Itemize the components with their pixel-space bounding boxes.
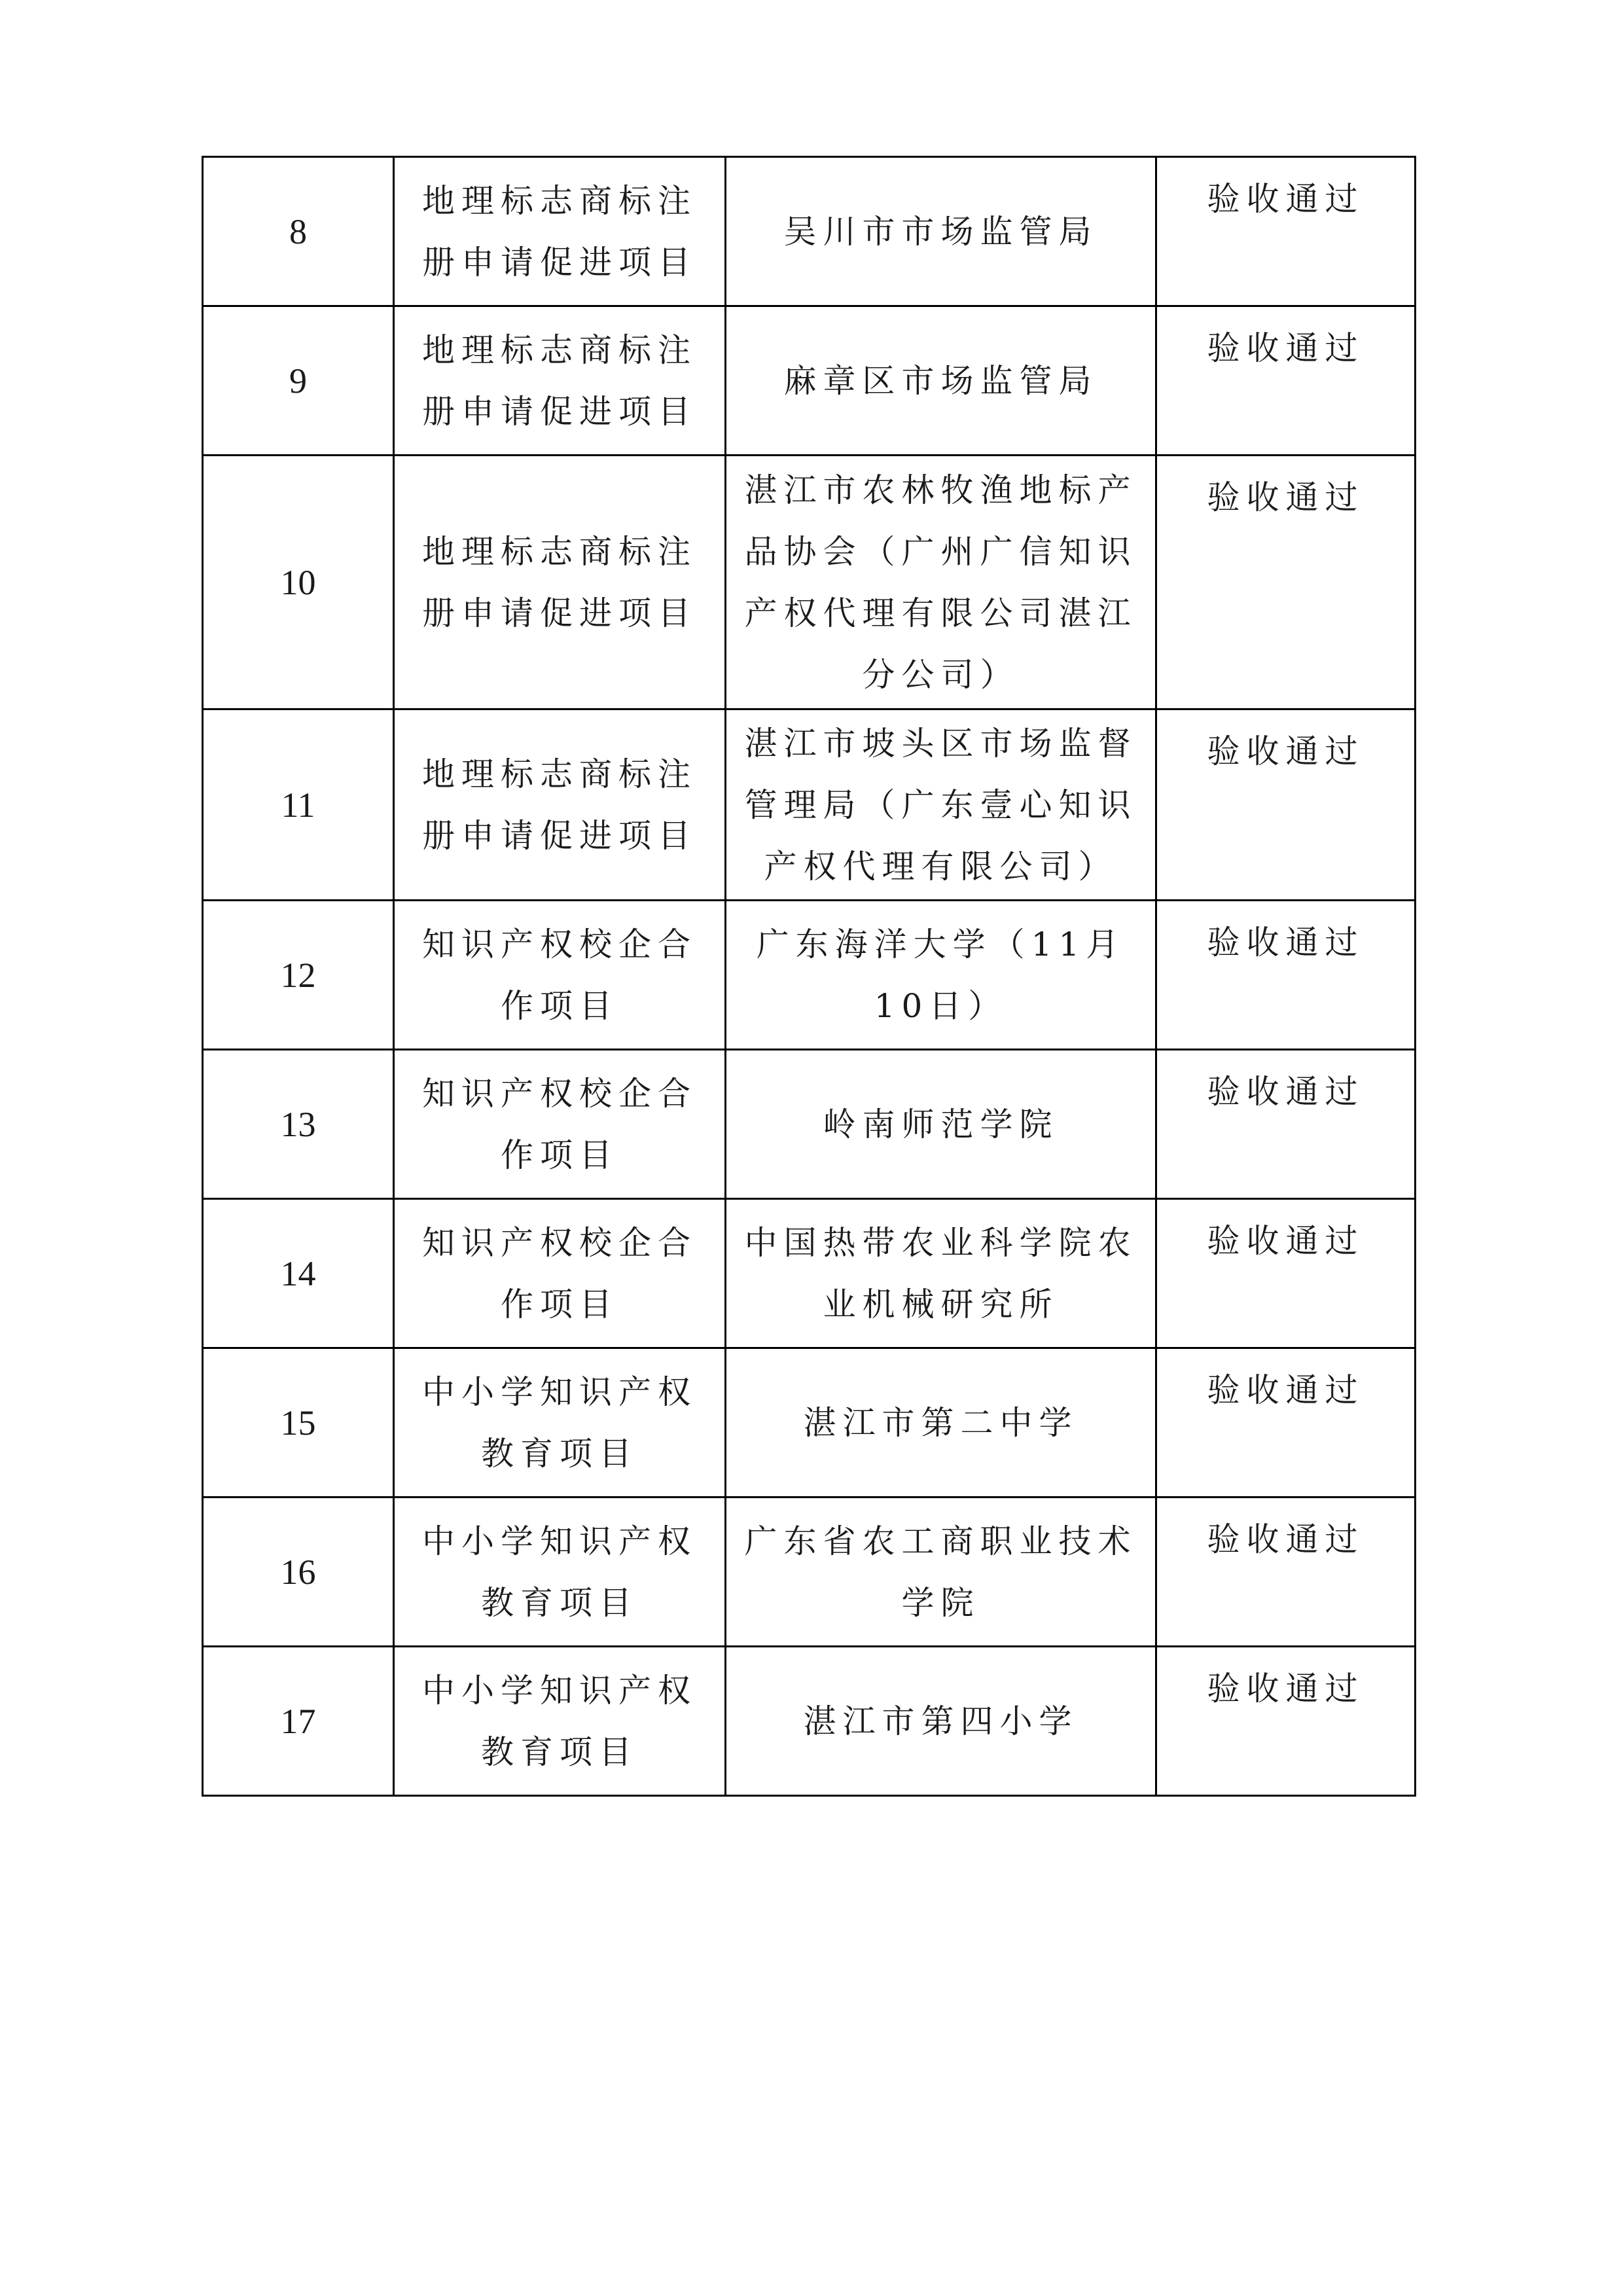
project-name-text: 中小学知识产权教育项目 [422, 1671, 697, 1771]
row-number: 16 [203, 1498, 394, 1647]
project-name [394, 306, 726, 456]
project-name [394, 709, 726, 901]
applicant-unit-text: 岭南师范学院 [823, 1105, 1059, 1143]
applicant-unit-text: 湛江市第四小学 [803, 1702, 1079, 1740]
applicant-unit-text: 广东海洋大学（11月10日） [756, 925, 1126, 1025]
row-number: 17 [203, 1647, 394, 1796]
table-row [203, 1647, 1416, 1796]
project-name [394, 1348, 726, 1498]
project-name [394, 1050, 726, 1199]
project-name [394, 901, 726, 1050]
project-name-text: 中小学知识产权教育项目 [422, 1522, 697, 1622]
project-name-text: 知识产权校企合作项目 [422, 1223, 697, 1323]
project-name [394, 1199, 726, 1348]
project-name [394, 1647, 726, 1796]
table-row [203, 157, 1416, 306]
applicant-unit [726, 1199, 1156, 1348]
acceptance-result: 验收通过 [1156, 1348, 1416, 1498]
applicant-unit-text: 麻章区市场监管局 [783, 361, 1098, 400]
table-row [203, 901, 1416, 1050]
row-number: 13 [203, 1050, 394, 1199]
project-name-text: 地理标志商标注册申请促进项目 [422, 532, 697, 632]
acceptance-result: 验收通过 [1156, 1647, 1416, 1796]
project-name [394, 157, 726, 306]
row-number: 10 [203, 456, 394, 709]
table-row [203, 1199, 1416, 1348]
project-name-text: 地理标志商标注册申请促进项目 [422, 755, 697, 855]
applicant-unit-text: 吴川市市场监管局 [783, 212, 1098, 251]
project-name [394, 456, 726, 709]
row-number: 9 [203, 306, 394, 456]
table-row [203, 306, 1416, 456]
applicant-unit-text: 广东省农工商职业技术学院 [744, 1522, 1137, 1622]
applicant-unit [726, 709, 1156, 901]
applicant-unit-text: 湛江市第二中学 [803, 1403, 1079, 1442]
applicant-unit-text: 中国热带农业科学院农业机械研究所 [744, 1223, 1137, 1323]
project-name-text: 知识产权校企合作项目 [422, 925, 697, 1025]
project-name-text: 地理标志商标注册申请促进项目 [422, 181, 697, 281]
row-number: 12 [203, 901, 394, 1050]
applicant-unit [726, 306, 1156, 456]
table-row [203, 709, 1416, 901]
applicant-unit [726, 1647, 1156, 1796]
applicant-unit [726, 1498, 1156, 1647]
applicant-unit [726, 1050, 1156, 1199]
acceptance-result: 验收通过 [1156, 306, 1416, 456]
acceptance-result: 验收通过 [1156, 901, 1416, 1050]
applicant-unit [726, 1348, 1156, 1498]
applicant-unit-text: 湛江市农林牧渔地标产品协会（广州广信知识产权代理有限公司湛江分公司） [744, 471, 1137, 694]
applicant-unit [726, 901, 1156, 1050]
row-number: 14 [203, 1199, 394, 1348]
applicant-unit-text: 湛江市坡头区市场监督管理局（广东壹心知识产权代理有限公司） [744, 724, 1137, 886]
project-name [394, 1498, 726, 1647]
acceptance-result: 验收通过 [1156, 1199, 1416, 1348]
acceptance-result: 验收通过 [1156, 456, 1416, 709]
row-number: 8 [203, 157, 394, 306]
project-name-text: 中小学知识产权教育项目 [422, 1372, 697, 1473]
project-name-text: 知识产权校企合作项目 [422, 1074, 697, 1174]
acceptance-result: 验收通过 [1156, 1050, 1416, 1199]
table-row [203, 1050, 1416, 1199]
acceptance-result: 验收通过 [1156, 709, 1416, 901]
project-name-text: 地理标志商标注册申请促进项目 [422, 331, 697, 431]
applicant-unit [726, 157, 1156, 306]
table-row [203, 1498, 1416, 1647]
row-number: 11 [203, 709, 394, 901]
acceptance-results-table [202, 156, 1416, 1797]
table-row [203, 456, 1416, 709]
acceptance-result: 验收通过 [1156, 1498, 1416, 1647]
acceptance-result: 验收通过 [1156, 157, 1416, 306]
row-number: 15 [203, 1348, 394, 1498]
table-row [203, 1348, 1416, 1498]
applicant-unit [726, 456, 1156, 709]
